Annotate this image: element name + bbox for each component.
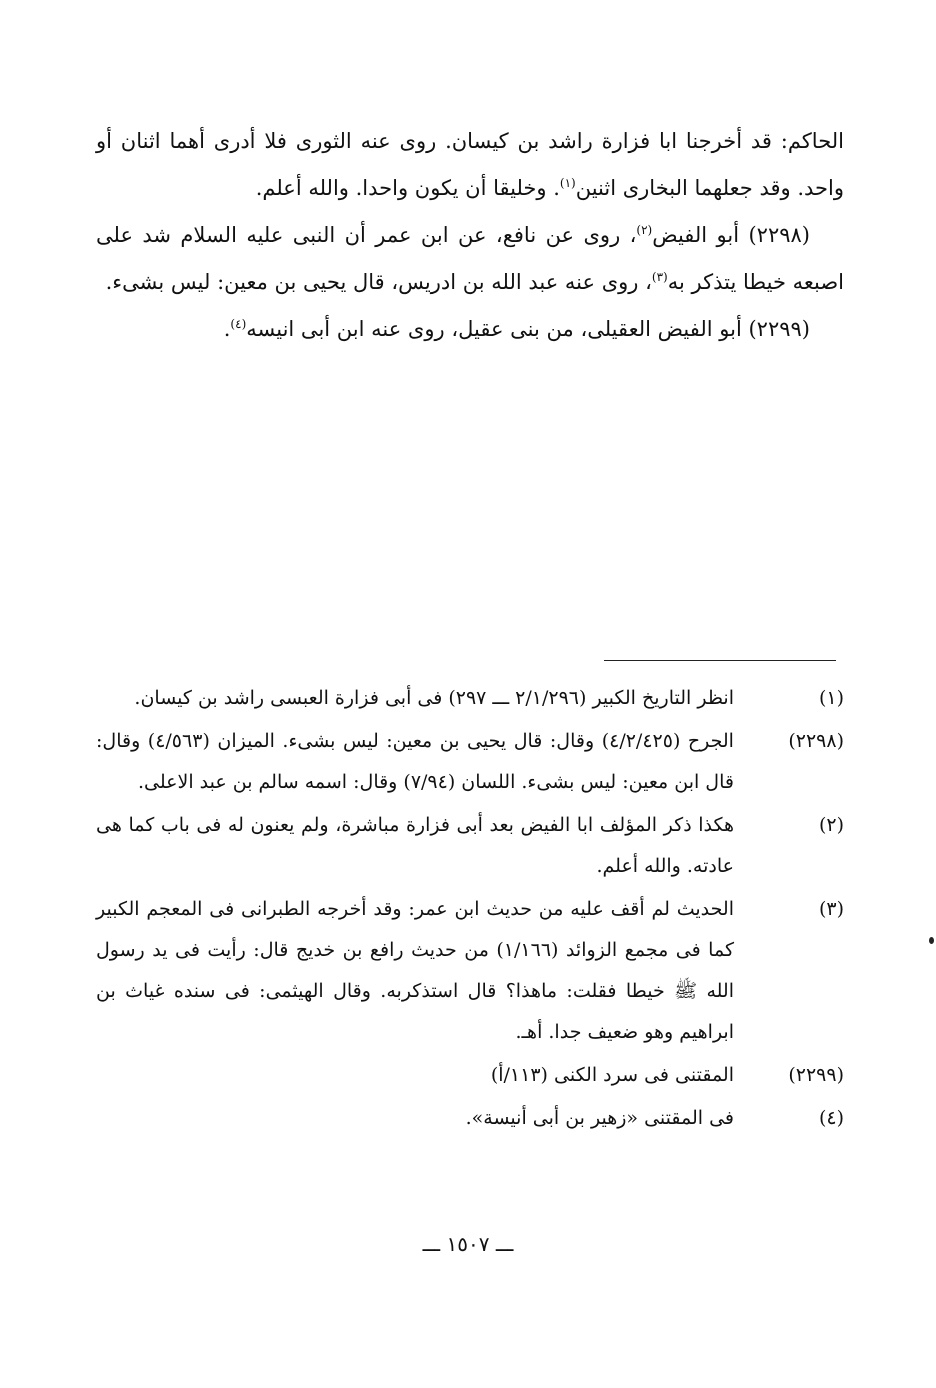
footnote [96, 889, 844, 1053]
scan-mark [929, 937, 934, 944]
footnote-ref-2: (٢) [636, 223, 653, 237]
footnote [96, 805, 844, 887]
footnote [96, 1098, 844, 1139]
entry-2299: (٢٢٩٩) أبو الفيض العقيلى، من بنى عقيل، روى عنه ابن أبى انيسه$^{(٤)}$. [223, 317, 810, 341]
footnote-number: (٣) [818, 898, 844, 920]
footnote-ref-1: (١) [559, 176, 576, 190]
footnote-text: الجرح (٤/٢/٤٢٥) وقال: قال يحيى بن معين: ليس بشىء. الميزان (٤/٥٦٣) وقال: قال ابن معين: ليس بشىء. اللسان (٧/٩٤) وقال: اسمه سالم بن عبد الاعلى. [96, 730, 734, 793]
page-number: ـــ ١٥٠٧ ـــ [422, 1232, 514, 1256]
footnote-number: (٢٢٩٩) [788, 1064, 844, 1086]
main-text [96, 118, 844, 353]
footnote-ref-4: (٤) [230, 317, 247, 331]
footnote-text: فى المقتنى «زهير بن أبى أنيسة». [465, 1107, 734, 1129]
footnotes [96, 678, 844, 1141]
footnote-number: (١) [818, 687, 844, 709]
footnote-text: الحديث لم أقف عليه من حديث ابن عمر: وقد أخرجه الطبرانى فى المعجم الكبير كما فى مجمع الزوائد (١/١٦٦) من حديث رافع بن خديج قال: رأيت فى يد رسول الله ﷺ خيطا فقلت: ماهذا؟ قال استذكربه. وقال الهيثمى: فى سنده غياث بن ابراهيم وهو ضعيف جدا. أهـ. [96, 898, 734, 1043]
footnote-text: المقتنى فى سرد الكنى (١١٣/أ) [490, 1064, 734, 1086]
footnote [96, 1055, 844, 1096]
footnote-separator [604, 660, 836, 661]
footnote [96, 678, 844, 719]
footnote-ref-3: (٣) [651, 270, 668, 284]
footnote-text: هكذا ذكر المؤلف ابا الفيض بعد أبى فزارة مباشرة، ولم يعنون له فى باب كما هى عادته. والله أعلم. [96, 814, 734, 877]
paragraph-hakim: الحاكم: قد أخرجنا ابا فزارة راشد بن كيسان. روى عنه الثورى فلا أدرى أهما اثنان أو واحد. وقد جعلهما البخارى اثنين$^{(١)}$. وخليقا أن يكون واحدا. والله أعلم. [96, 129, 844, 200]
footnote-number: (٢) [818, 814, 844, 836]
entry-2298: (٢٢٩٨) أبو الفيض$^{(٢)}$، روى عن نافع، عن ابن عمر أن النبى عليه السلام شد على اصبعه خيطا يتذكر به$^{(٣)}$، روى عنه عبد الله بن ادريس، قال يحيى بن معين: ليس بشىء. [96, 223, 844, 294]
footnote-text: انظر التاريخ الكبير (٢/١/٢٩٦ ـــ ٢٩٧) فى أبى فزارة العبسى راشد بن كيسان. [134, 687, 734, 709]
footnote-number: (٤) [818, 1107, 844, 1129]
footnote-number: (٢٢٩٨) [788, 730, 844, 752]
footnote [96, 721, 844, 803]
